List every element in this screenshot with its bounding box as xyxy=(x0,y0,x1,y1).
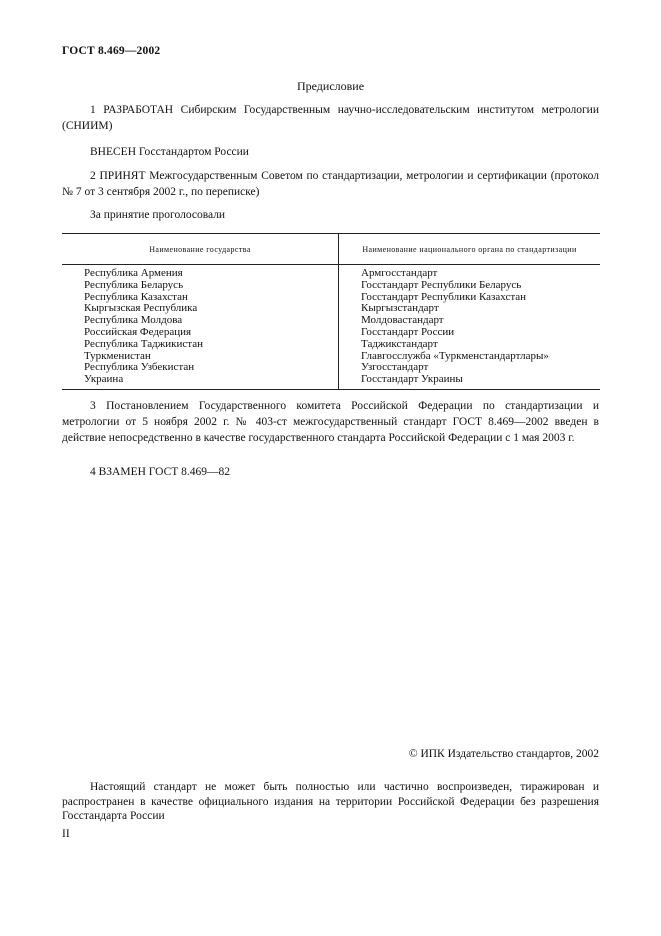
state-name: Республика Армения xyxy=(84,267,183,279)
table-header-state: Наименование государства xyxy=(62,234,339,265)
paragraph-enacted xyxy=(62,398,599,446)
state-name: Республика Беларусь xyxy=(84,278,184,291)
state-name: Республика Таджикистан xyxy=(84,337,203,350)
standards-body-name: Кыргызстандарт xyxy=(361,302,439,315)
standards-body-column xyxy=(339,265,601,390)
standards-body-name: Таджикстандарт xyxy=(361,337,438,350)
standards-body-name: Молдовастандарт xyxy=(361,314,444,327)
paragraph-introduced xyxy=(62,144,599,160)
state-name: Республика Молдова xyxy=(84,314,183,327)
standards-body-name: Главгосслужба «Туркменстандартлары» xyxy=(361,349,549,362)
copyright-notice: © ИПК Издательство стандартов, 2002 xyxy=(408,748,599,760)
standards-body-name: Госстандарт Республики Казахстан xyxy=(361,290,527,303)
standards-body-name: Госстандарт России xyxy=(361,325,455,338)
table-row xyxy=(62,265,600,390)
state-name: Российская Федерация xyxy=(84,325,192,338)
page-number: II xyxy=(62,828,70,840)
paragraph-introduced-text: ВНЕСЕН Госстандартом России xyxy=(90,146,249,158)
voting-countries-table xyxy=(62,233,600,390)
state-name: Туркменистан xyxy=(84,349,151,362)
reproduction-notice xyxy=(62,780,599,824)
state-name: Кыргызская Республика xyxy=(84,302,198,315)
state-name: Украина xyxy=(84,373,124,386)
table-header-row xyxy=(62,234,600,265)
standards-body-name: Госстандарт Украины xyxy=(361,373,463,386)
foreword-heading: Предисловие xyxy=(296,79,365,93)
document-code: ГОСТ 8.469—2002 xyxy=(62,45,161,57)
paragraph-adopted-text: 2 ПРИНЯТ Межгосударственным Советом по стандартизации, метрологии и сертификации (протокол № 7 от 3 сентября 2002 г., по переписке) xyxy=(62,170,599,198)
table-header-body: Наименование национального органа по стандартизации xyxy=(339,234,601,265)
state-name: Республика Казахстан xyxy=(84,290,188,303)
paragraph-developed xyxy=(62,102,599,134)
standards-body-name: Узгосстандарт xyxy=(361,361,429,374)
state-name: Республика Узбекистан xyxy=(84,361,195,374)
paragraph-voted-text: За принятие проголосовали xyxy=(90,209,226,221)
standards-body-name: Госстандарт Республики Беларусь xyxy=(361,278,522,291)
paragraph-replaces xyxy=(62,464,599,480)
paragraph-enacted-text: 3 Постановлением Государственного комитета Российской Федерации по стандартизации и метрологии от 5 ноября 2002 г. № 403-ст межгосударственный стандарт ГОСТ 8.469—2002 введен в действие непосредственно в качестве государственного стандарта Российской Федерации с 1 мая 2003 г. xyxy=(62,400,599,444)
reproduction-notice-text: Настоящий стандарт не может быть полностью или частично воспроизведен, тиражирован и распространен в качестве официального издания на территории Российской Федерации без разрешения Госстандарта России xyxy=(62,781,599,822)
standards-body-name: Армгосстандарт xyxy=(361,267,438,279)
paragraph-adopted xyxy=(62,168,599,200)
paragraph-replaces-text: 4 ВЗАМЕН ГОСТ 8.469—82 xyxy=(90,466,231,478)
state-column xyxy=(62,265,339,390)
paragraph-developed-text: 1 РАЗРАБОТАН Сибирским Государственным научно-исследовательским институтом метрологии (СНИИМ) xyxy=(62,104,599,132)
paragraph-voted xyxy=(62,207,599,223)
